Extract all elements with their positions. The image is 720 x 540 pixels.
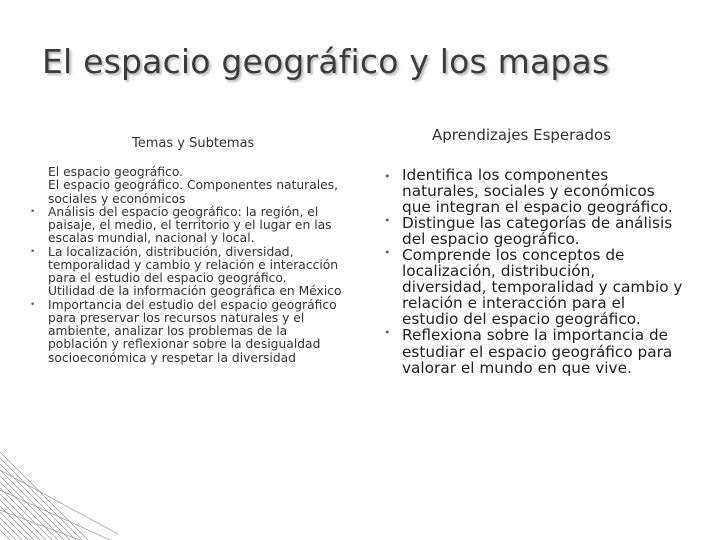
bullet-icon: • xyxy=(384,214,391,228)
topic-item xyxy=(30,246,350,286)
topic-text: El espacio geográfico. Componentes naturales, sociales y económicos xyxy=(48,178,339,206)
topic-item xyxy=(30,166,350,179)
topic-text: Análisis del espacio geográfico: la región, el paisaje, el medio, el territorio y el lugar en las escalas mundial, nacional y local. xyxy=(48,204,332,246)
topic-item xyxy=(30,299,350,365)
topic-item xyxy=(30,206,350,246)
outcome-text: Identifica los componentes naturales, sociales y económicos que integran el espacio geográfico. xyxy=(402,166,673,217)
topic-text: Importancia del estudio del espacio geográfico para preservar los recursos naturales y el ambiente, analizar los problemas de la población y reflexionar sobre la desigualdad socioeconómica y respetar la diversidad xyxy=(48,297,337,365)
topic-text: El espacio geográfico. xyxy=(48,165,184,179)
learning-outcomes-list xyxy=(384,167,684,376)
outcome-text: Reflexiona sobre la importancia de estudiar el espacio geográfico para valorar el mundo en que vive. xyxy=(402,326,673,377)
topics-list xyxy=(30,166,350,365)
bullet-icon: • xyxy=(30,299,36,310)
learning-outcomes-heading: Aprendizajes Esperados xyxy=(432,126,612,144)
topic-text: La localización, distribución, diversidad, temporalidad y cambio y relación e interacción para el estudio del espacio geográfico. xyxy=(48,244,339,286)
bullet-icon: • xyxy=(384,326,391,340)
bullet-icon: • xyxy=(30,206,36,217)
topic-text: Utilidad de la información geográfica en México xyxy=(48,284,342,299)
topic-item xyxy=(30,285,350,298)
outcome-item xyxy=(384,327,684,375)
topic-item xyxy=(30,179,350,206)
bullet-icon: • xyxy=(30,246,36,257)
outcome-text: Distingue las categorías de análisis del espacio geográfico. xyxy=(402,214,673,249)
outcome-item xyxy=(384,167,684,215)
bullet-icon: • xyxy=(384,170,391,183)
slide-title: El espacio geográfico y los mapas xyxy=(42,42,610,81)
decorative-corner-lines xyxy=(0,450,120,540)
topics-heading: Temas y Subtemas xyxy=(132,136,255,151)
outcome-text: Comprende los conceptos de localización, distribución, diversidad, temporalidad y cambio y relación e interacción para el estudio del espacio geográfico. xyxy=(402,246,683,329)
outcome-item xyxy=(384,247,684,327)
outcome-item xyxy=(384,215,684,247)
bullet-icon: • xyxy=(384,246,391,260)
